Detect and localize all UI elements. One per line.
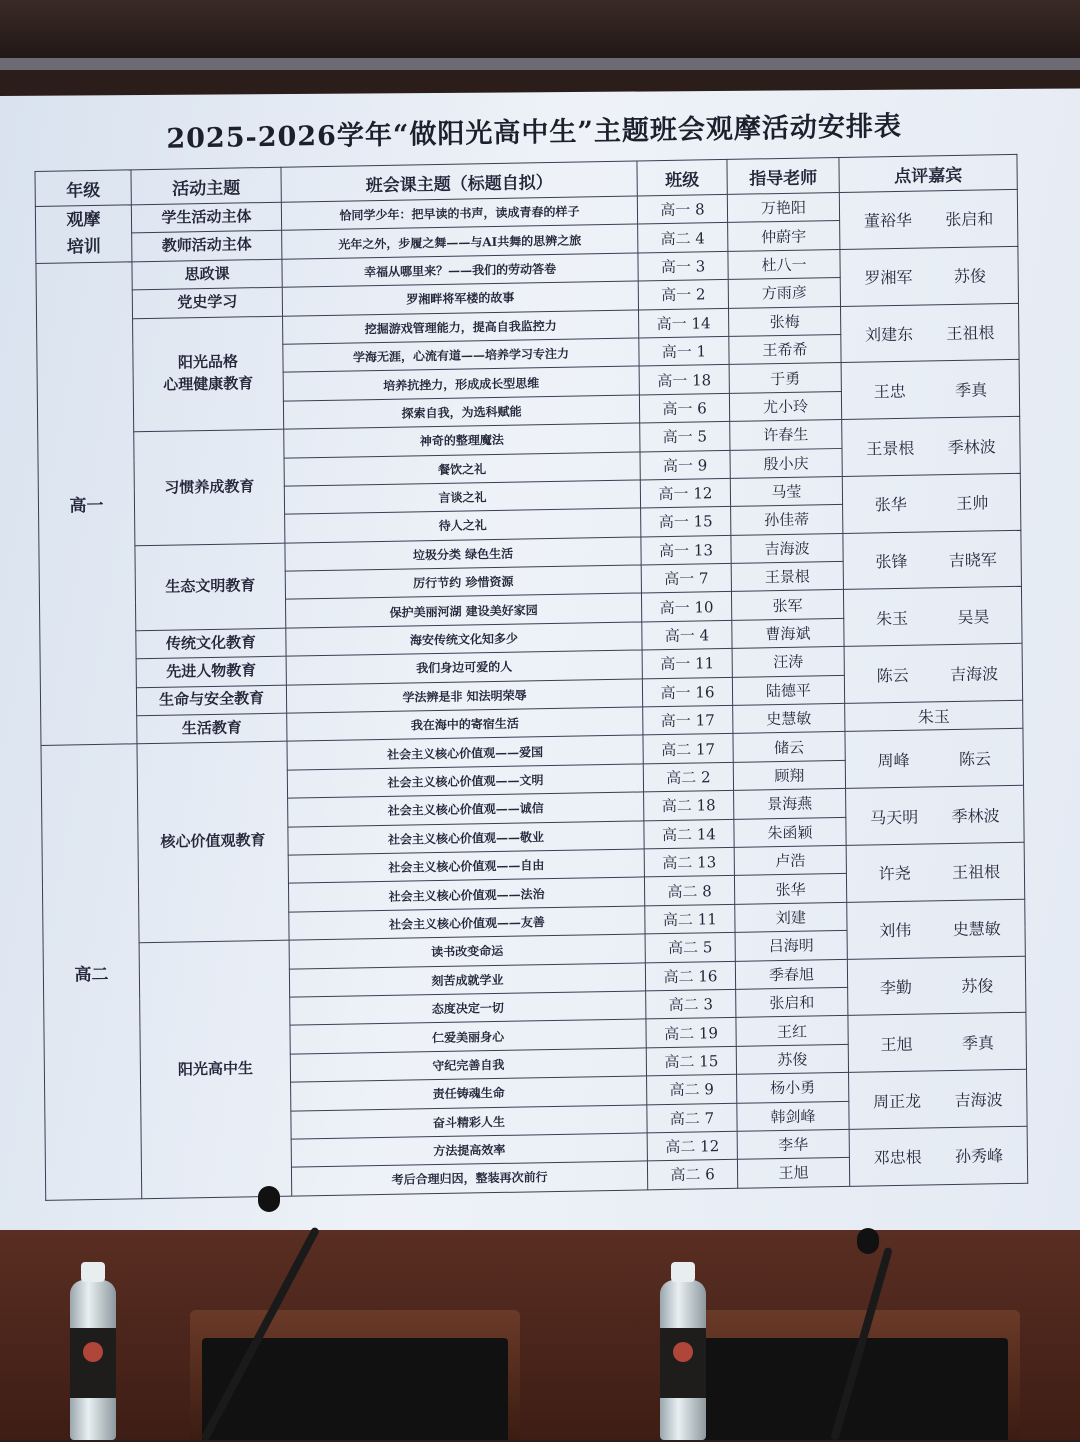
guest-cell xyxy=(847,956,1026,1016)
guest-name: 张华 xyxy=(874,495,907,515)
guest-cell xyxy=(845,729,1024,789)
grade-label: 观摩 xyxy=(66,209,101,231)
guest-name: 周正龙 xyxy=(873,1091,922,1111)
theme-cell: 传统文化教育 xyxy=(136,628,286,659)
teacher-cell: 顾翔 xyxy=(733,760,845,790)
teacher-cell: 苏俊 xyxy=(736,1044,848,1074)
guest-name: 刘建东 xyxy=(864,324,914,345)
topic-cell: 挖掘游戏管理能力，提高自我监控力 xyxy=(283,310,639,345)
class-cell: 高二 18 xyxy=(644,791,734,821)
guest-cell xyxy=(844,644,1023,704)
teacher-cell: 朱函颖 xyxy=(734,817,846,847)
guest-cell xyxy=(845,700,1023,731)
theme-cell: 核心价值观教育 xyxy=(137,742,289,943)
teacher-cell: 刘建 xyxy=(735,902,847,932)
header-guests: 点评嘉宾 xyxy=(839,154,1017,192)
class-cell: 高二 11 xyxy=(645,904,735,934)
ceiling xyxy=(0,0,1080,64)
teacher-cell: 王景根 xyxy=(731,562,843,592)
topic-cell: 言谈之礼 xyxy=(284,480,640,515)
topic-cell: 社会主义核心价值观——诚信 xyxy=(288,792,644,827)
class-cell: 高二 6 xyxy=(647,1160,737,1190)
topic-cell: 厉行节约 珍惜资源 xyxy=(285,565,641,600)
projection-screen xyxy=(0,88,1080,1271)
guest-name: 苏俊 xyxy=(961,976,994,996)
grade-cell-g2: 高二 xyxy=(41,744,142,1200)
topic-cell: 光年之外，步履之舞——与AI共舞的思辨之旅 xyxy=(282,224,638,259)
theme-cell: 阳光高中生 xyxy=(139,940,292,1198)
class-cell: 高一 16 xyxy=(642,677,732,707)
theme-cell: 生活教育 xyxy=(137,713,287,744)
class-cell: 高一 9 xyxy=(640,450,730,480)
topic-cell: 态度决定一切 xyxy=(290,991,646,1026)
class-cell: 高二 14 xyxy=(644,819,734,849)
guest-name: 马天明 xyxy=(870,807,919,828)
ceiling-light-strip xyxy=(0,58,1080,70)
class-cell: 高一 10 xyxy=(641,592,731,622)
teacher-cell: 张华 xyxy=(734,874,846,904)
class-cell: 高一 2 xyxy=(638,280,728,310)
guest-cell xyxy=(848,1013,1027,1073)
header-teacher: 指导老师 xyxy=(727,157,839,194)
topic-cell: 罗湘畔将军楼的故事 xyxy=(282,281,638,316)
teacher-cell: 张军 xyxy=(731,590,843,620)
topic-cell: 待人之礼 xyxy=(285,508,641,543)
teacher-cell: 方雨彦 xyxy=(728,278,840,308)
guest-cell xyxy=(846,842,1025,902)
guest-cell xyxy=(849,1069,1028,1129)
guest-cell xyxy=(842,416,1021,476)
teacher-cell: 卢浩 xyxy=(734,845,846,875)
teacher-cell: 于勇 xyxy=(729,363,841,393)
topic-cell: 保护美丽河湖 建设美好家园 xyxy=(285,593,641,628)
class-cell: 高二 16 xyxy=(645,961,735,991)
teacher-cell: 杨小勇 xyxy=(737,1072,849,1102)
teacher-cell: 杜八一 xyxy=(728,249,840,279)
topic-cell: 探索自我，为选科赋能 xyxy=(283,395,639,430)
page-title: 2025-2026学年“做阳光高中生”主题班会观摩活动安排表 xyxy=(166,110,903,155)
guest-name: 许尧 xyxy=(878,864,911,884)
topic-cell: 奋斗精彩人生 xyxy=(291,1104,647,1139)
class-cell: 高二 19 xyxy=(646,1018,736,1048)
class-cell: 高二 4 xyxy=(638,223,728,253)
guest-name: 张锋 xyxy=(875,551,908,572)
teacher-cell: 许春生 xyxy=(730,420,842,450)
header-topic: 班会课主题（标题自拟） xyxy=(281,161,637,202)
guest-name: 王祖根 xyxy=(946,323,995,344)
teacher-cell: 王希希 xyxy=(729,334,841,364)
teacher-cell: 张启和 xyxy=(736,987,848,1017)
water-bottle-icon xyxy=(70,1280,116,1440)
theme-cell: 思政课 xyxy=(132,259,282,290)
teacher-cell: 季春旭 xyxy=(735,959,847,989)
theme-cell: 阳光品格 心理健康教育 xyxy=(133,316,284,432)
class-cell: 高二 17 xyxy=(643,734,733,764)
teacher-cell: 陆德平 xyxy=(732,675,844,705)
bottle-label xyxy=(70,1328,116,1398)
class-cell: 高一 6 xyxy=(639,393,729,423)
theme-cell: 先进人物教育 xyxy=(136,656,286,687)
topic-cell: 幸福从哪里来？——我们的劳动答卷 xyxy=(282,253,638,288)
topic-cell: 社会主义核心价值观——敬业 xyxy=(288,821,644,856)
teacher-cell: 景海燕 xyxy=(734,789,846,819)
guest-cell xyxy=(849,1126,1028,1186)
header-grade: 年级 xyxy=(35,170,131,207)
class-cell: 高一 11 xyxy=(642,649,732,679)
guest-name: 季真 xyxy=(954,380,988,400)
guest-name: 王帅 xyxy=(956,493,989,514)
guest-name: 邓忠根 xyxy=(873,1147,922,1168)
topic-cell: 培养抗挫力，形成成长型思维 xyxy=(283,366,639,401)
class-cell: 高二 7 xyxy=(647,1103,737,1133)
topic-cell: 责任铸魂生命 xyxy=(291,1076,647,1111)
guest-cell xyxy=(843,587,1022,647)
topic-cell: 神奇的整理魔法 xyxy=(284,423,640,458)
topic-cell: 考后合理归因，整装再次前行 xyxy=(291,1161,647,1196)
theme-cell: 教师活动主体 xyxy=(132,231,282,262)
teacher-cell: 王红 xyxy=(736,1016,848,1046)
grade-cell-observation xyxy=(35,205,132,263)
class-cell: 高一 3 xyxy=(638,251,728,281)
guest-name: 吴昊 xyxy=(957,607,990,627)
class-cell: 高一 17 xyxy=(643,705,733,735)
guest-cell xyxy=(839,189,1018,249)
guest-cell xyxy=(847,899,1026,959)
teacher-cell: 马莹 xyxy=(730,476,842,506)
theme-cell: 学生活动主体 xyxy=(131,202,281,233)
header-theme: 活动主题 xyxy=(131,167,281,205)
guest-name: 王旭 xyxy=(880,1034,913,1055)
grade-label: 培训 xyxy=(66,236,101,258)
bottle-seal xyxy=(673,1342,693,1362)
guest-name: 朱玉 xyxy=(875,608,909,629)
guest-name: 陈云 xyxy=(958,749,992,769)
teacher-cell: 史慧敏 xyxy=(733,703,845,733)
class-cell: 高一 7 xyxy=(641,563,731,593)
class-cell: 高一 15 xyxy=(641,507,731,537)
topic-cell: 学海无涯，心流有道——培养学习专注力 xyxy=(283,338,639,373)
topic-cell: 社会主义核心价值观——法治 xyxy=(288,877,644,912)
guest-name: 孙秀峰 xyxy=(955,1146,1004,1167)
teacher-cell: 孙佳蒂 xyxy=(731,505,843,535)
guest-name: 季真 xyxy=(961,1033,995,1053)
theme-cell: 生命与安全教育 xyxy=(136,685,286,716)
schedule-table xyxy=(34,154,1028,1201)
table-wrapper xyxy=(0,83,1080,1277)
bottle-seal xyxy=(83,1342,103,1362)
class-cell: 高二 12 xyxy=(647,1131,737,1161)
guest-name: 吉晓军 xyxy=(948,550,997,571)
topic-cell: 守纪完善自我 xyxy=(290,1048,646,1083)
microphone-head xyxy=(258,1186,280,1212)
teacher-cell: 张梅 xyxy=(729,306,841,336)
class-cell: 高二 2 xyxy=(643,762,733,792)
guest-name: 陈云 xyxy=(876,665,909,685)
guest-name: 吉海波 xyxy=(949,663,999,684)
theme-cell: 习惯养成教育 xyxy=(134,429,285,545)
class-cell: 高一 18 xyxy=(639,365,729,395)
class-cell: 高二 5 xyxy=(645,932,735,962)
teacher-cell: 韩剑峰 xyxy=(737,1101,849,1131)
class-cell: 高二 9 xyxy=(647,1074,737,1104)
guest-name: 苏俊 xyxy=(953,266,987,287)
topic-cell: 社会主义核心价值观——自由 xyxy=(288,849,644,884)
class-cell: 高一 1 xyxy=(639,336,729,366)
topic-cell: 方法提高效率 xyxy=(291,1133,647,1168)
header-class: 班级 xyxy=(637,159,727,196)
class-cell: 高一 4 xyxy=(642,620,732,650)
guest-cell xyxy=(843,530,1022,590)
class-cell: 高二 15 xyxy=(646,1046,736,1076)
guest-name: 周峰 xyxy=(877,750,910,771)
guest-name: 刘伟 xyxy=(879,920,912,941)
guest-cell xyxy=(842,473,1021,533)
class-cell: 高二 8 xyxy=(644,876,734,906)
teacher-cell: 仲蔚宇 xyxy=(728,221,840,251)
class-cell: 高一 12 xyxy=(640,478,730,508)
guest-name: 王忠 xyxy=(873,381,906,402)
class-cell: 高一 5 xyxy=(640,422,730,452)
bottle-cap xyxy=(671,1262,695,1282)
teacher-cell: 汪涛 xyxy=(732,647,844,677)
guest-name: 罗湘军 xyxy=(864,267,913,288)
guest-name: 王景根 xyxy=(866,438,915,459)
guest-name: 季林波 xyxy=(947,436,996,457)
class-cell: 高一 8 xyxy=(637,194,727,224)
teacher-cell: 储云 xyxy=(733,732,845,762)
guest-cell xyxy=(846,785,1025,845)
water-bottle-icon xyxy=(660,1280,706,1440)
topic-cell: 仁爱美丽身心 xyxy=(290,1019,646,1054)
guest-name: 朱玉 xyxy=(917,707,950,727)
guest-cell xyxy=(841,360,1020,420)
guest-name: 李勤 xyxy=(879,977,913,998)
topic-cell: 社会主义核心价值观——友善 xyxy=(289,906,645,941)
guest-name: 吉海波 xyxy=(954,1089,1003,1110)
teacher-cell: 吉海波 xyxy=(731,533,843,563)
guest-cell xyxy=(840,303,1019,363)
teacher-cell: 尤小玲 xyxy=(729,391,841,421)
teacher-cell: 王旭 xyxy=(737,1158,849,1188)
topic-cell: 餐饮之礼 xyxy=(284,451,640,486)
teacher-cell: 李华 xyxy=(737,1129,849,1159)
topic-cell: 恰同学少年：把早读的书声，读成青春的样子 xyxy=(281,196,637,231)
guest-name: 史慧敏 xyxy=(952,919,1001,940)
guest-name: 董裕华 xyxy=(863,211,913,231)
topic-cell: 学法辨是非 知法明荣辱 xyxy=(286,679,642,714)
theme-cell: 生态文明教育 xyxy=(135,543,286,631)
topic-cell: 我在海中的寄宿生活 xyxy=(287,707,643,742)
topic-cell: 读书改变命运 xyxy=(289,934,645,969)
teacher-cell: 吕海明 xyxy=(735,931,847,961)
class-cell: 高二 3 xyxy=(646,989,736,1019)
class-cell: 高一 14 xyxy=(639,308,729,338)
topic-cell: 我们身边可爱的人 xyxy=(286,650,642,685)
teacher-cell: 万艳阳 xyxy=(727,192,839,222)
bottle-cap xyxy=(81,1262,105,1282)
teacher-cell: 殷小庆 xyxy=(730,448,842,478)
bottle-label xyxy=(660,1328,706,1398)
topic-cell: 垃圾分类 绿色生活 xyxy=(285,537,641,572)
class-cell: 高二 13 xyxy=(644,847,734,877)
grade-cell-g1: 高一 xyxy=(36,262,137,746)
guest-name: 张启和 xyxy=(945,209,994,230)
guest-name: 王祖根 xyxy=(952,862,1001,883)
microphone-head xyxy=(857,1228,879,1254)
topic-cell: 社会主义核心价值观——文明 xyxy=(287,764,643,799)
class-cell: 高一 13 xyxy=(641,535,731,565)
teacher-cell: 曹海斌 xyxy=(732,618,844,648)
topic-cell: 社会主义核心价值观——爱国 xyxy=(287,735,643,770)
guest-name: 季林波 xyxy=(951,805,1000,826)
guest-cell xyxy=(840,246,1019,306)
topic-cell: 海安传统文化知多少 xyxy=(286,622,642,657)
topic-cell: 刻苦成就学业 xyxy=(289,962,645,997)
theme-cell: 党史学习 xyxy=(132,287,282,318)
